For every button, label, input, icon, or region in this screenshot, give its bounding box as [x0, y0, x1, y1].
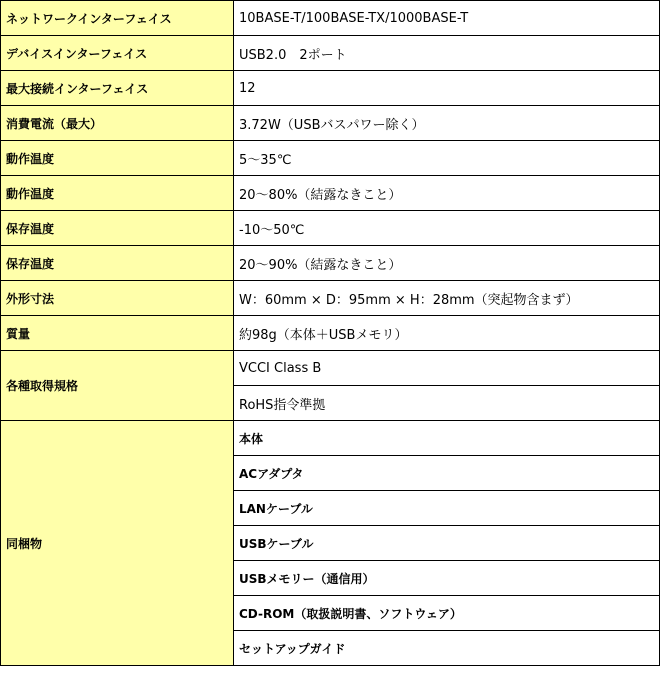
table-row — [1, 246, 660, 281]
table-row — [1, 316, 660, 351]
row-value: セットアップガイド — [234, 631, 660, 666]
table-row — [1, 211, 660, 246]
row-value: CD-ROM（取扱説明書、ソフトウェア） — [234, 596, 660, 631]
table-row — [1, 1, 660, 36]
row-label: 消費電流（最大） — [1, 106, 234, 141]
table-row — [1, 281, 660, 316]
row-label: 質量 — [1, 316, 234, 351]
row-label: 外形寸法 — [1, 281, 234, 316]
row-value: LANケーブル — [234, 491, 660, 526]
row-value: W：60mm × D：95mm × H：28mm（突起物含まず） — [234, 281, 660, 316]
row-value: USBメモリー（通信用） — [234, 561, 660, 596]
row-label: 保存温度 — [1, 246, 234, 281]
table-row — [1, 106, 660, 141]
table-row — [1, 351, 660, 386]
table-row — [1, 71, 660, 106]
row-value: 10BASE-T/100BASE-TX/1000BASE-T — [234, 1, 660, 36]
row-label: 動作温度 — [1, 141, 234, 176]
row-value: 5～35℃ — [234, 141, 660, 176]
row-label: 各種取得規格 — [1, 351, 234, 421]
row-value: 20～90%（結露なきこと） — [234, 246, 660, 281]
table-row — [1, 36, 660, 71]
row-label: 動作温度 — [1, 176, 234, 211]
row-label: デバイスインターフェイス — [1, 36, 234, 71]
row-value: 本体 — [234, 421, 660, 456]
table-row — [1, 421, 660, 456]
row-value: 3.72W（USBバスパワー除く） — [234, 106, 660, 141]
row-value: USB2.0 2ポート — [234, 36, 660, 71]
row-label: 保存温度 — [1, 211, 234, 246]
row-value: -10～50℃ — [234, 211, 660, 246]
row-value: VCCI Class B — [234, 351, 660, 386]
row-value: ACアダプタ — [234, 456, 660, 491]
row-label: 最大接続インターフェイス — [1, 71, 234, 106]
row-label: 同梱物 — [1, 421, 234, 666]
row-label: ネットワークインターフェイス — [1, 1, 234, 36]
row-value: 20～80%（結露なきこと） — [234, 176, 660, 211]
table-row — [1, 141, 660, 176]
row-value: 約98g（本体＋USBメモリ） — [234, 316, 660, 351]
table-row — [1, 176, 660, 211]
row-value: RoHS指令準拠 — [234, 386, 660, 421]
row-value: USBケーブル — [234, 526, 660, 561]
row-value: 12 — [234, 71, 660, 106]
